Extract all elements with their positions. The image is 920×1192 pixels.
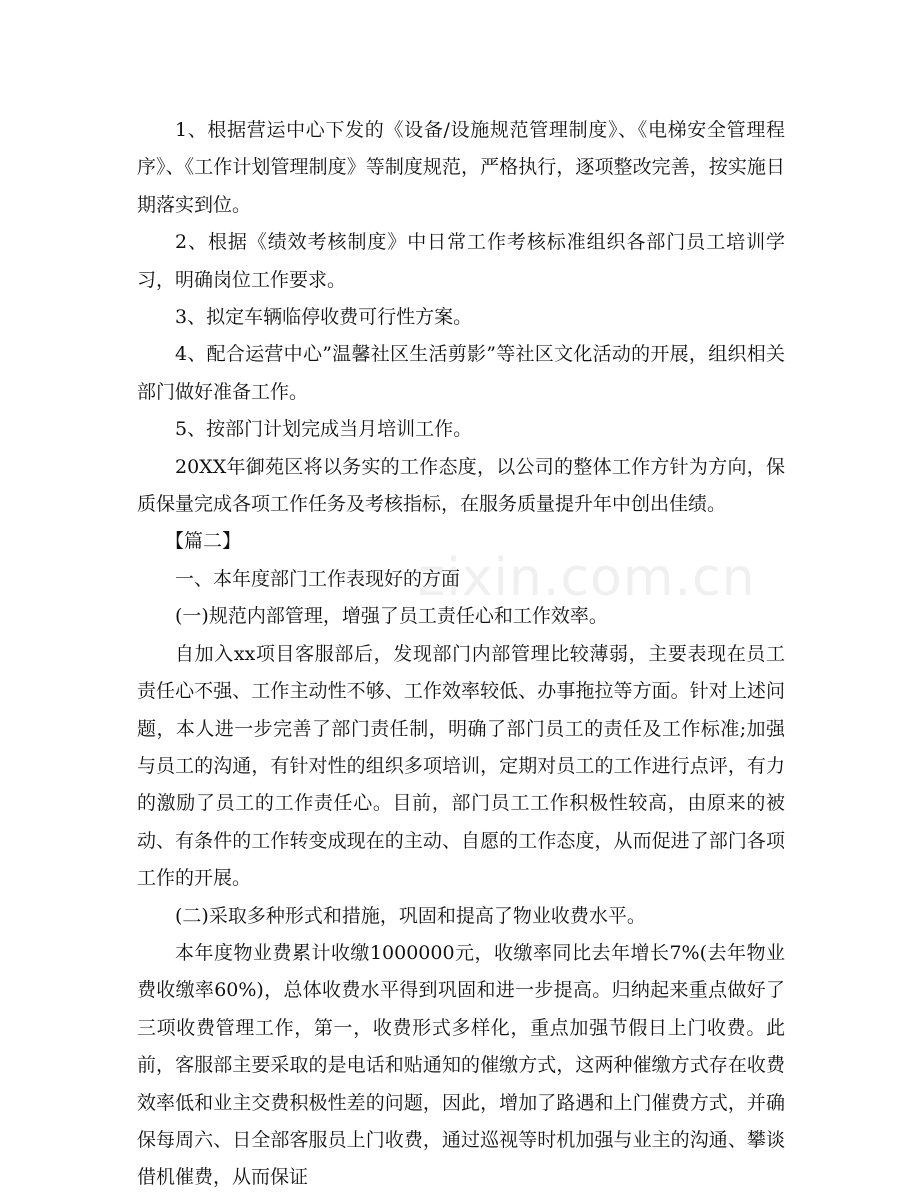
paragraph-fees: 本年度物业费累计收缴1000000元，收缴率同比去年增长7%(去年物业费收缴率60%)，总体收费水平得到巩固和进一步提高。归纳起来重点做好了三项收费管理工作，第一，收费形式多样化，重点加强节假日上门收费。此前，客服部主要采取的是电话和贴通知的催缴方式，这两种催缴方式存在收费效率低和业主交费积极性差的问题，因此，增加了路遇和上门催费方式，并确保每周六、日全部客服员上门收费，通过巡视等时机加强与业主的沟通、攀谈借机催费，从而保证 bbox=[137, 941, 785, 1189]
document-body bbox=[137, 112, 785, 1192]
paragraph-summary: 20XX年御苑区将以务实的工作态度，以公司的整体工作方针为方向，保质保量完成各项工作任务及考核指标，在服务质量提升年中创出佳绩。 bbox=[137, 455, 785, 516]
paragraph-item-3: 3、拟定车辆临停收费可行性方案。 bbox=[175, 306, 473, 329]
paragraph-item-2: 2、根据《绩效考核制度》中日常工作考核标准组织各部门员工培训学习，明确岗位工作要求。 bbox=[137, 231, 785, 291]
paragraph-item-5: 5、按部门计划完成当月培训工作。 bbox=[175, 418, 473, 441]
paragraph-item-4: 4、配合运营中心”温馨社区生活剪影”等社区文化活动的开展，组织相关部门做好准备工作。 bbox=[137, 343, 785, 403]
paragraph-management: 自加入xx项目客服部后，发现部门内部管理比较薄弱，主要表现在员工责任心不强、工作主动性不够、工作效率较低、办事拖拉等方面。针对上述问题，本人进一步完善了部门责任制，明确了部门员工的责任及工作标准;加强与员工的沟通，有针对性的组织多项培训，定期对员工的工作进行点评，有力的激励了员工的工作责任心。目前，部门员工工作积极性较高，由原来的被动、有条件的工作转变成现在的主动、自愿的工作态度，从而促进了部门各项工作的开展。 bbox=[137, 642, 785, 890]
subheading-1-2: (二)采取多种形式和措施，巩固和提高了物业收费水平。 bbox=[175, 904, 646, 927]
paragraph-item-1: 1、根据营运中心下发的《设备/设施规范管理制度》、《电梯安全管理程序》、《工作计划管理制度》等制度规范，严格执行，逐项整改完善，按实施日期落实到位。 bbox=[137, 119, 785, 216]
watermark: zixin.com.cn bbox=[418, 548, 756, 608]
subheading-1: 一、本年度部门工作表现好的方面 bbox=[175, 567, 461, 590]
section-heading: 【篇二】 bbox=[165, 530, 242, 553]
subheading-1-1: (一)规范内部管理，增强了员工责任心和工作效率。 bbox=[175, 605, 608, 628]
